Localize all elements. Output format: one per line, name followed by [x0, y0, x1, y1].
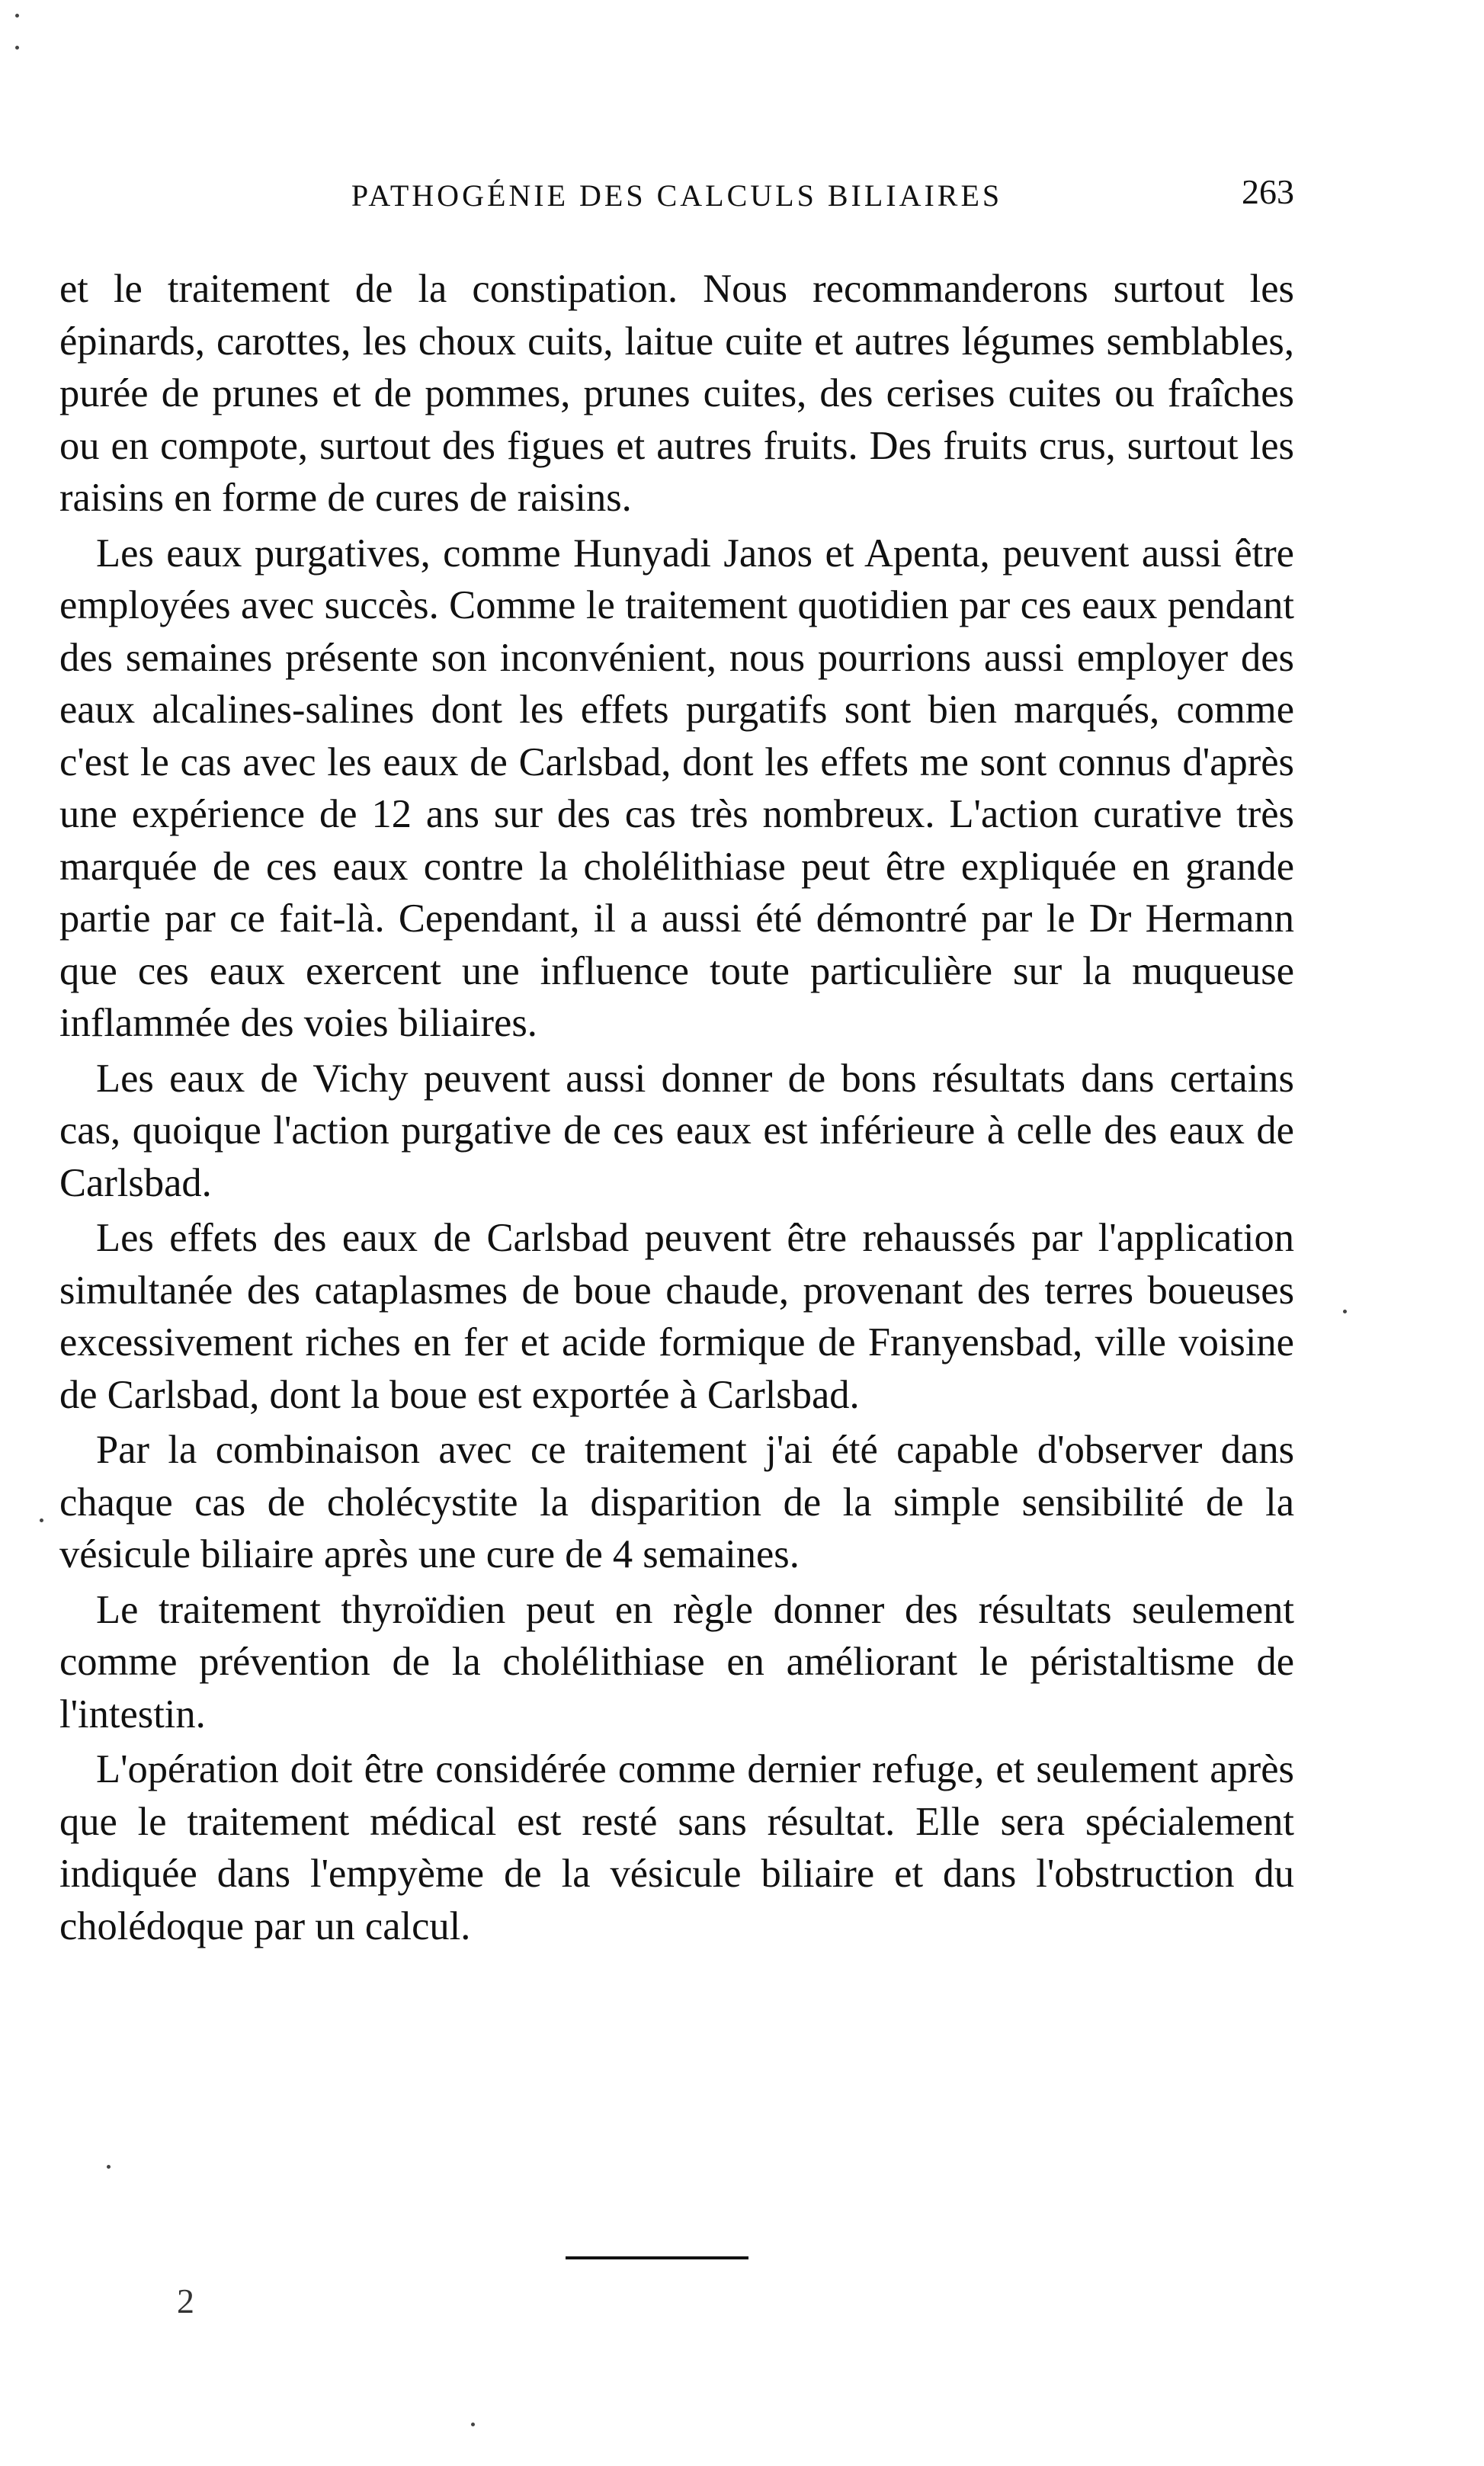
paragraph-purgative-waters: Les eaux purgatives, comme Hunyadi Janos et Apenta, peuvent aussi être employées avec succès. Comme le traitement quotidien par ces eaux pendant des semaines présente son inconvénient, nous pourrions aussi employer des eaux alcalines-salines dont les effets purgatifs sont bien marqués, comme c'est le cas avec les eaux de Carlsbad, dont les effets me sont connus d'après une expérience de 12 ans sur des cas très nombreux. L'action curative très marquée de ces eaux contre la cholélithiase peut être expliquée en grande partie par ce fait-là. Cependant, il a aussi été démontré par le Dr Hermann que ces eaux exercent une influence toute particulière sur la muqueuse inflammée des voies biliaires. — [59, 531, 1294, 1045]
signature-mark: 2 — [177, 2282, 194, 2320]
paragraph-operation: L'opération doit être considérée comme dernier refuge, et seulement après que le traitement médical est resté sans résultat. Elle sera spécialement indiquée dans l'empyème de la vésicule biliaire et dans l'obstruction du cholédoque par un calcul. — [59, 1747, 1294, 1948]
running-head — [59, 169, 1294, 223]
page-speck — [107, 2165, 111, 2169]
page-speck — [1343, 1310, 1347, 1313]
body-text — [59, 263, 1294, 1955]
page-speck — [40, 1518, 43, 1522]
paragraph-continued: et le traitement de la constipation. Nous recommanderons surtout les épinards, carottes, les choux cuits, laitue cuite et autres légumes semblables, purée de prunes et de pommes, prunes cuites, des cerises cuites ou fraîches ou en compote, surtout des figues et autres fruits. Des fruits crus, surtout les raisins en forme de cures de raisins. — [59, 267, 1294, 520]
paragraph-combination: Par la combinaison avec ce traitement j'ai été capable d'observer dans chaque cas de cholécystite la disparition de la simple sensibilité de la vésicule biliaire après une cure de 4 semaines. — [59, 1428, 1294, 1576]
paragraph-vichy: Les eaux de Vichy peuvent aussi donner de bons résultats dans certains cas, quoique l'action purgative de ces eaux est inférieure à celle des eaux de Carlsbad. — [59, 1056, 1294, 1205]
running-title: PATHOGÉNIE DES CALCULS BILIAIRES — [351, 178, 1003, 213]
end-rule — [566, 2256, 748, 2259]
paragraph-mud-poultices: Les effets des eaux de Carlsbad peuvent être rehaussés par l'application simultanée des cataplasmes de boue chaude, provenant des terres boueuses excessivement riches en fer et acide formique de Franyensbad, ville voisine de Carlsbad, dont la boue est exportée à Carlsbad. — [59, 1216, 1294, 1417]
page-speck — [15, 14, 19, 18]
page-speck — [471, 2423, 475, 2426]
paragraph-thyroid: Le traitement thyroïdien peut en règle donner des résultats seulement comme prévention de la cholélithiase en améliorant le péristaltisme de l'intestin. — [59, 1587, 1294, 1736]
page-number: 263 — [1242, 172, 1294, 211]
page-speck — [15, 46, 19, 50]
